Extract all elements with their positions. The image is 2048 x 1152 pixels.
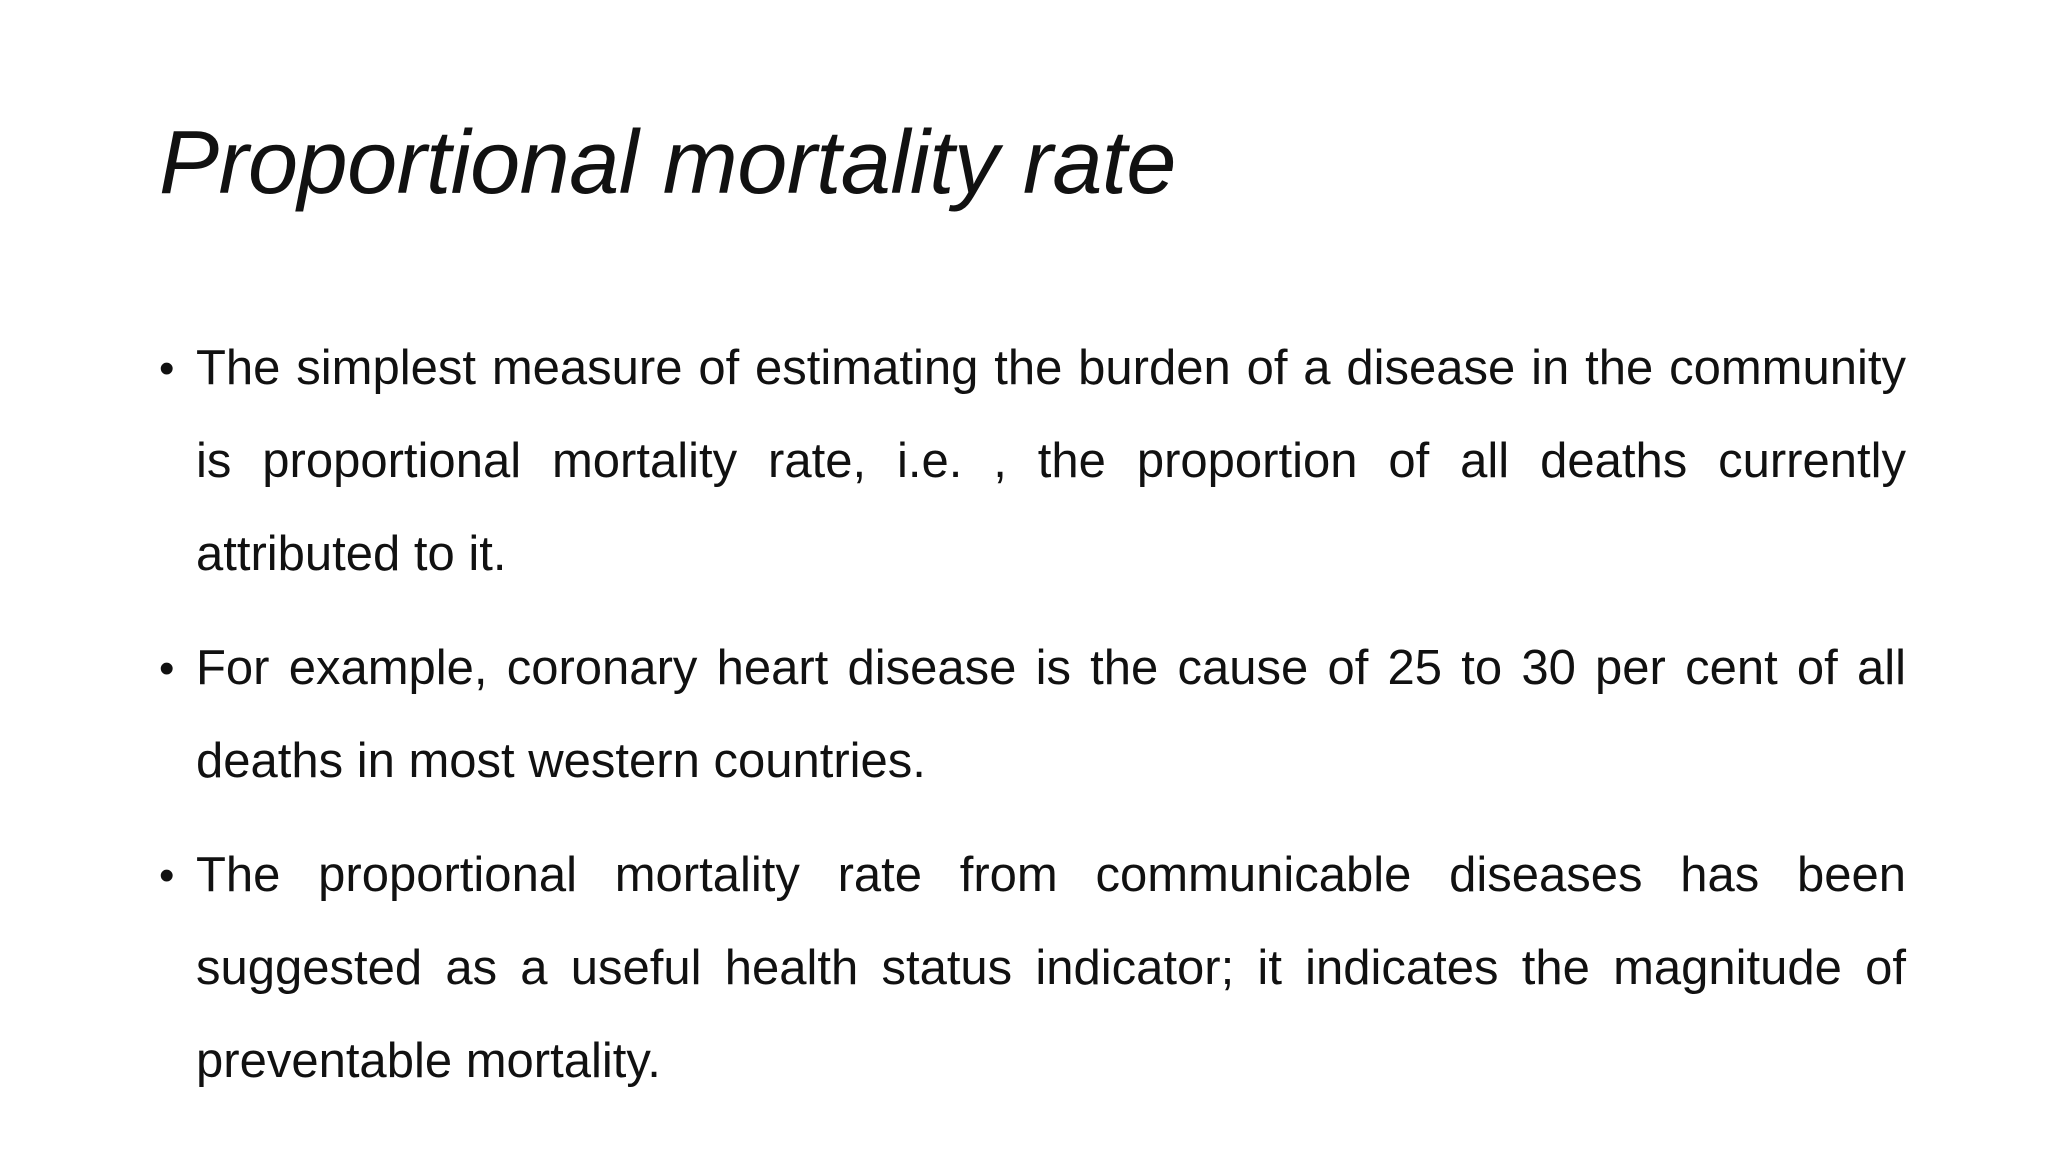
bullet-marker: •	[159, 344, 175, 393]
bullet-text: The proportional mortality rate from communicable diseases has been suggested as a useful health status indicator; it indicates the magnitude of preventable mortality.	[196, 848, 1906, 1088]
bullet-marker: •	[159, 644, 175, 693]
bullet-marker: •	[159, 851, 175, 900]
bullet-text: The simplest measure of estimating the burden of a disease in the community is proportional mortality rate, i.e. , the proportion of all deaths currently attributed to it.	[196, 341, 1906, 581]
slide-title: Proportional mortality rate	[159, 113, 1176, 213]
bullet-list	[159, 322, 1906, 1129]
bullet-item-simplest-measure	[159, 322, 1906, 601]
bullet-item-communicable-diseases	[159, 829, 1906, 1108]
bullet-item-example	[159, 622, 1906, 808]
bullet-text: For example, coronary heart disease is the cause of 25 to 30 per cent of all deaths in most western countries.	[196, 641, 1906, 788]
